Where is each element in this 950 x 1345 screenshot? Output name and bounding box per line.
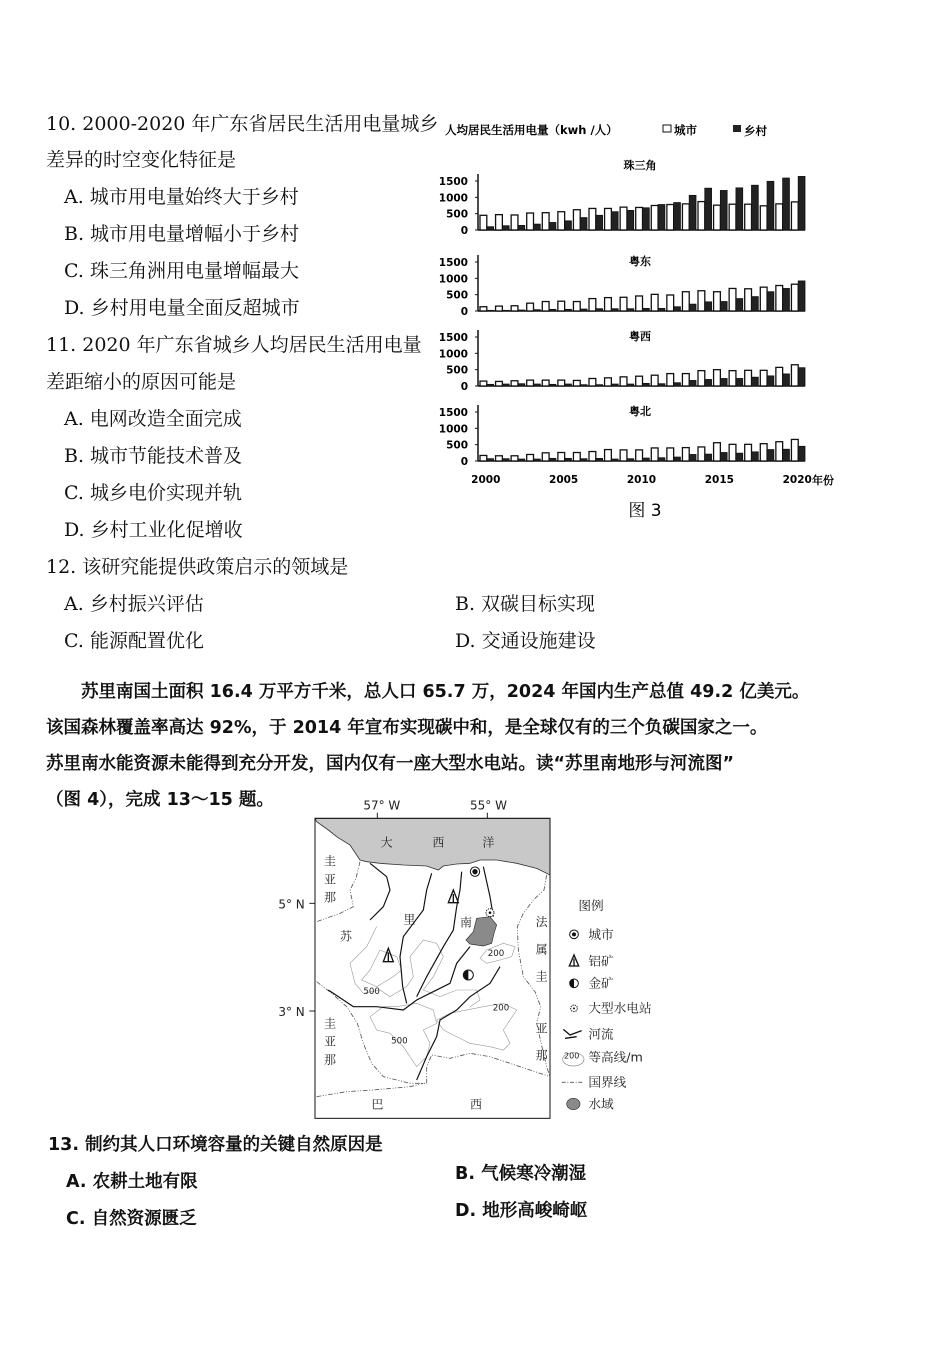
q10-option-b: B. 城市用电量增幅小于乡村 xyxy=(64,223,300,245)
brazil-label: 西 xyxy=(469,1097,483,1112)
bar-rural xyxy=(565,221,572,230)
bar-rural xyxy=(689,454,696,461)
bar-urban xyxy=(776,442,783,461)
bar-rural xyxy=(487,459,494,461)
bar-rural xyxy=(502,310,509,311)
bar-urban xyxy=(791,284,798,311)
legend-urban-swatch xyxy=(663,125,671,132)
bar-urban xyxy=(667,205,674,230)
bar-rural xyxy=(627,210,634,230)
y-tick-label: 1500 xyxy=(438,332,468,344)
suriname-label: 南 xyxy=(459,915,473,930)
chart-title: 人均居民生活用电量（kwh /人） xyxy=(445,123,618,137)
bar-urban xyxy=(760,370,767,386)
map-legend xyxy=(562,898,652,1111)
q11-option-a: A. 电网改造全面完成 xyxy=(64,408,242,430)
bar-rural xyxy=(767,450,774,461)
bar-urban xyxy=(667,374,674,386)
q12-option-d: D. 交通设施建设 xyxy=(455,630,596,652)
bar-rural xyxy=(534,310,541,311)
guyana-label: 亚 xyxy=(323,872,337,887)
contour-label: 500 xyxy=(391,1036,408,1047)
bauxite-mine-icon xyxy=(448,890,458,903)
french-guiana-label: 属 xyxy=(535,942,548,957)
q10-option-d: D. 乡村用电量全面反超城市 xyxy=(64,297,300,319)
bar-urban xyxy=(589,208,596,230)
bar-rural xyxy=(783,178,790,230)
bar-rural xyxy=(487,384,494,386)
bar-urban xyxy=(651,448,658,461)
suriname-label: 苏 xyxy=(339,929,353,944)
bar-urban xyxy=(589,452,596,461)
legend-river-icon xyxy=(563,1029,581,1038)
bar-rural xyxy=(518,384,525,386)
bar-urban xyxy=(573,453,580,461)
bar-rural xyxy=(720,302,727,311)
figure-3-chart xyxy=(430,110,850,530)
bar-urban xyxy=(496,381,503,386)
q12-option-b: B. 双碳目标实现 xyxy=(455,593,596,615)
passage-line-3: 苏里南水能资源未能得到充分开发，国内仅有一座大型水电站。读“苏里南地形与河流图” xyxy=(46,754,735,774)
bar-rural xyxy=(798,281,805,311)
q13-option-c: C. 自然资源匮乏 xyxy=(66,1209,197,1229)
y-tick-label: 1500 xyxy=(438,407,468,419)
bar-rural xyxy=(502,226,509,230)
legend-gold: 金矿 xyxy=(588,975,614,991)
panel-title: 粤西 xyxy=(629,330,651,343)
bar-urban xyxy=(589,378,596,386)
passage-line-2: 该国森林覆盖率高达 92%，于 2014 年宣布实现碳中和，是全球仅有的三个负碳国家之一。 xyxy=(46,718,768,738)
bar-urban xyxy=(511,456,518,461)
x-tick-label: 2000 xyxy=(471,474,501,486)
bar-urban xyxy=(558,453,565,461)
bar-rural xyxy=(580,218,587,230)
bar-urban xyxy=(527,303,534,311)
bar-urban xyxy=(776,367,783,386)
bar-urban xyxy=(620,450,627,461)
bar-urban xyxy=(682,204,689,230)
legend-rural-swatch xyxy=(733,125,741,132)
legend-river: 河流 xyxy=(588,1026,614,1042)
y-tick-label: 0 xyxy=(460,456,468,468)
lon-label-57w: 57° W xyxy=(363,798,401,813)
legend-bauxite-icon xyxy=(569,955,578,966)
legend-contour: 等高线/m xyxy=(588,1049,643,1065)
bar-rural xyxy=(611,309,618,311)
french-guiana-label: 那 xyxy=(535,1048,548,1063)
legend-water: 水域 xyxy=(588,1096,614,1112)
y-tick-label: 0 xyxy=(460,225,468,237)
legend-hydropower: 大型水电站 xyxy=(588,1000,652,1016)
bar-rural xyxy=(705,454,712,461)
bar-rural xyxy=(767,376,774,386)
q11-stem-2: 差距缩小的原因可能是 xyxy=(46,371,237,393)
bar-rural xyxy=(767,181,774,230)
bar-urban xyxy=(760,444,767,461)
q12-option-a: A. 乡村振兴评估 xyxy=(64,593,204,615)
bar-urban xyxy=(480,381,487,386)
bar-urban xyxy=(636,296,643,311)
bar-urban xyxy=(667,295,674,311)
bar-rural xyxy=(596,385,603,386)
bar-urban xyxy=(573,210,580,230)
bar-urban xyxy=(714,370,721,386)
bar-urban xyxy=(496,306,503,311)
bar-rural xyxy=(518,225,525,230)
bar-rural xyxy=(596,215,603,230)
bar-rural xyxy=(596,309,603,311)
bar-rural xyxy=(689,304,696,311)
bar-rural xyxy=(720,453,727,461)
bar-urban xyxy=(542,453,549,461)
bar-urban xyxy=(511,215,518,230)
bar-rural xyxy=(705,379,712,386)
bar-rural xyxy=(674,203,681,230)
q12-stem: 12. 该研究能提供政策启示的领域是 xyxy=(46,556,349,578)
q13-option-b: B. 气候寒冷潮湿 xyxy=(455,1164,587,1184)
bar-urban xyxy=(714,205,721,230)
bar-urban xyxy=(682,292,689,311)
bar-rural xyxy=(783,288,790,311)
bar-rural xyxy=(502,384,509,386)
bar-rural xyxy=(534,224,541,230)
bar-urban xyxy=(605,208,612,230)
lat-label-5n: 5° N xyxy=(278,897,305,912)
contour-label: 200 xyxy=(492,1003,510,1014)
q10-option-c: C. 珠三角洲用电量增幅最大 xyxy=(64,260,299,282)
legend-contour-sample: 200 xyxy=(564,1051,580,1061)
y-tick-label: 1000 xyxy=(438,348,468,361)
bar-urban xyxy=(620,297,627,311)
bar-urban xyxy=(729,204,736,230)
rivers xyxy=(328,863,500,1080)
x-tick-label: 2010 xyxy=(626,474,657,486)
panel-title: 珠三角 xyxy=(623,159,657,172)
bar-urban xyxy=(480,455,487,461)
y-tick-label: 0 xyxy=(460,381,468,393)
french-guiana-label: 亚 xyxy=(535,1021,548,1036)
bar-urban xyxy=(480,307,487,311)
q12-option-c: C. 能源配置优化 xyxy=(64,630,204,652)
bar-rural xyxy=(658,205,665,230)
guyana-label: 圭 xyxy=(323,1016,337,1031)
bar-urban xyxy=(636,376,643,386)
q11-option-c: C. 城乡电价实现并轨 xyxy=(64,482,242,504)
y-tick-label: 500 xyxy=(446,289,468,302)
guyana-label: 那 xyxy=(323,1053,337,1067)
y-tick-label: 1500 xyxy=(438,257,468,269)
bar-urban xyxy=(605,450,612,461)
q13-option-d: D. 地形高峻崎岖 xyxy=(455,1201,588,1221)
bar-urban xyxy=(651,375,658,386)
national-borders xyxy=(317,862,550,1097)
bar-rural xyxy=(798,176,805,230)
bar-urban xyxy=(745,204,752,230)
bar-rural xyxy=(487,227,494,230)
y-tick-label: 1500 xyxy=(438,176,468,188)
passage-line-4: （图 4），完成 13～15 题。 xyxy=(46,790,274,810)
bar-urban xyxy=(620,377,627,386)
q11-stem: 11. 2020 年广东省城乡人均居民生活用电量 xyxy=(46,334,422,356)
legend-city: 城市 xyxy=(588,927,614,942)
bar-rural xyxy=(549,222,556,230)
bar-rural xyxy=(643,383,650,386)
bar-urban xyxy=(729,444,736,461)
bar-urban xyxy=(542,213,549,230)
bar-urban xyxy=(542,302,549,311)
bar-rural xyxy=(565,309,572,311)
bar-rural xyxy=(752,185,759,230)
bar-rural xyxy=(549,458,556,461)
guyana-label: 那 xyxy=(323,890,337,905)
panel-title: 粤北 xyxy=(629,405,651,418)
y-tick-label: 0 xyxy=(460,306,468,318)
bar-rural xyxy=(658,458,665,461)
bar-rural xyxy=(534,384,541,386)
q13-option-a: A. 农耕土地有限 xyxy=(66,1172,198,1192)
contour-label: 200 xyxy=(487,949,505,959)
x-tick-label: 2015 xyxy=(704,474,734,486)
bar-urban xyxy=(776,204,783,230)
bar-urban xyxy=(745,444,752,461)
x-axis-label: 年份 xyxy=(812,474,834,487)
bar-urban xyxy=(527,213,534,230)
bar-urban xyxy=(729,288,736,311)
legend-bauxite: 铝矿 xyxy=(588,953,614,969)
legend-rural: 乡村 xyxy=(744,124,767,138)
figure-4-map xyxy=(270,790,690,1120)
lon-label-55w: 55° W xyxy=(470,798,507,813)
legend-border: 国界线 xyxy=(588,1074,627,1090)
bar-urban xyxy=(558,301,565,311)
y-tick-label: 500 xyxy=(446,208,468,221)
bar-urban xyxy=(511,306,518,311)
bar-urban xyxy=(791,439,798,461)
bar-urban xyxy=(714,443,721,461)
bar-rural xyxy=(627,459,634,461)
bar-urban xyxy=(573,380,580,386)
bar-rural xyxy=(627,309,634,311)
bar-rural xyxy=(643,308,650,311)
q13-stem: 13. 制约其人口环境容量的关键自然原因是 xyxy=(48,1135,383,1155)
bar-rural xyxy=(611,459,618,461)
ocean-label: 大 xyxy=(380,835,393,850)
bar-rural xyxy=(689,380,696,386)
bar-rural xyxy=(580,309,587,311)
bar-rural xyxy=(580,459,587,461)
bar-rural xyxy=(487,310,494,311)
guyana-label: 圭 xyxy=(323,854,337,868)
bar-urban xyxy=(542,380,549,386)
bar-rural xyxy=(798,368,805,386)
bar-urban xyxy=(714,292,721,311)
bar-rural xyxy=(518,310,525,311)
bar-urban xyxy=(558,380,565,386)
passage-line-1: 苏里南国土面积 16.4 万平方千米，总人口 65.7 万，2024 年国内生产总值 49.2 亿美元。 xyxy=(46,682,810,702)
bar-rural xyxy=(674,307,681,311)
bar-urban xyxy=(620,207,627,230)
bar-rural xyxy=(720,190,727,230)
bar-rural xyxy=(674,383,681,386)
legend-urban: 城市 xyxy=(674,123,697,137)
bar-urban xyxy=(791,365,798,386)
bar-urban xyxy=(511,381,518,386)
bar-rural xyxy=(518,459,525,461)
bar-urban xyxy=(698,447,705,461)
bar-rural xyxy=(643,458,650,461)
q10-stem: 10. 2000-2020 年广东省居民生活用电量城乡 xyxy=(46,113,439,135)
bar-rural xyxy=(752,297,759,311)
bar-urban xyxy=(729,371,736,386)
bar-urban xyxy=(791,202,798,230)
y-tick-label: 500 xyxy=(446,364,468,377)
bar-rural xyxy=(736,299,743,311)
bar-urban xyxy=(527,380,534,386)
bar-urban xyxy=(698,371,705,386)
bar-rural xyxy=(752,377,759,386)
x-tick-label: 2005 xyxy=(549,474,579,486)
bar-rural xyxy=(736,188,743,230)
q11-option-b: B. 城市节能技术普及 xyxy=(64,445,243,467)
lat-label-3n: 3° N xyxy=(278,1005,305,1019)
q10-stem-2: 差异的时空变化特征是 xyxy=(46,149,237,171)
bar-rural xyxy=(565,384,572,386)
y-tick-label: 1000 xyxy=(438,273,468,286)
x-tick-label: 2020 xyxy=(782,474,812,486)
bar-rural xyxy=(752,452,759,461)
bar-rural xyxy=(736,453,743,461)
panel-title: 粤东 xyxy=(629,255,651,268)
bar-urban xyxy=(682,374,689,386)
french-guiana-label: 圭 xyxy=(535,969,548,984)
figure-caption: 图 3 xyxy=(628,501,662,521)
bar-urban xyxy=(496,215,503,230)
bar-urban xyxy=(698,291,705,311)
bar-rural xyxy=(783,374,790,386)
bar-urban xyxy=(651,206,658,231)
bar-rural xyxy=(596,458,603,461)
bar-urban xyxy=(636,207,643,230)
bar-urban xyxy=(745,370,752,386)
bar-urban xyxy=(760,287,767,311)
bar-urban xyxy=(527,454,534,461)
bar-rural xyxy=(580,385,587,386)
bar-urban xyxy=(573,302,580,311)
legend-title: 图例 xyxy=(578,898,604,913)
bar-urban xyxy=(605,378,612,386)
bar-rural xyxy=(705,302,712,311)
bar-rural xyxy=(549,384,556,386)
bar-urban xyxy=(605,298,612,311)
brazil-label: 巴 xyxy=(371,1097,384,1112)
bar-rural xyxy=(798,446,805,461)
bar-urban xyxy=(682,448,689,461)
bar-rural xyxy=(611,212,618,230)
bar-rural xyxy=(502,459,509,461)
bar-urban xyxy=(745,289,752,311)
bar-rural xyxy=(643,208,650,230)
bar-rural xyxy=(783,449,790,461)
bar-urban xyxy=(636,450,643,461)
suriname-label: 里 xyxy=(403,912,416,927)
bar-urban xyxy=(776,286,783,311)
bar-urban xyxy=(589,299,596,311)
bar-rural xyxy=(736,378,743,386)
q10-option-a: A. 城市用电量始终大于乡村 xyxy=(64,186,299,208)
bar-rural xyxy=(565,458,572,461)
bar-rural xyxy=(534,459,541,461)
french-guiana-label: 法 xyxy=(535,915,548,929)
y-tick-label: 1000 xyxy=(438,192,468,205)
bar-rural xyxy=(767,292,774,311)
bar-rural xyxy=(689,195,696,230)
bar-rural xyxy=(705,188,712,230)
ocean-label: 洋 xyxy=(482,835,495,850)
bar-urban xyxy=(698,202,705,230)
bar-rural xyxy=(627,384,634,386)
guyana-label: 亚 xyxy=(323,1034,337,1049)
bar-urban xyxy=(760,206,767,230)
bar-urban xyxy=(667,448,674,461)
q11-option-d: D. 乡村工业化促增收 xyxy=(64,519,243,541)
bar-rural xyxy=(720,378,727,386)
ocean-label: 西 xyxy=(432,835,445,850)
bar-rural xyxy=(549,309,556,311)
legend-water-icon xyxy=(567,1098,580,1109)
bar-urban xyxy=(480,215,487,230)
y-tick-label: 500 xyxy=(446,439,468,452)
bar-rural xyxy=(674,457,681,461)
bar-rural xyxy=(658,308,665,311)
contour-label: 500 xyxy=(363,987,380,997)
bar-urban xyxy=(558,212,565,230)
bar-urban xyxy=(651,294,658,311)
bar-rural xyxy=(658,384,665,386)
y-tick-label: 1000 xyxy=(438,423,468,436)
bar-urban xyxy=(496,456,503,461)
bar-rural xyxy=(611,384,618,386)
